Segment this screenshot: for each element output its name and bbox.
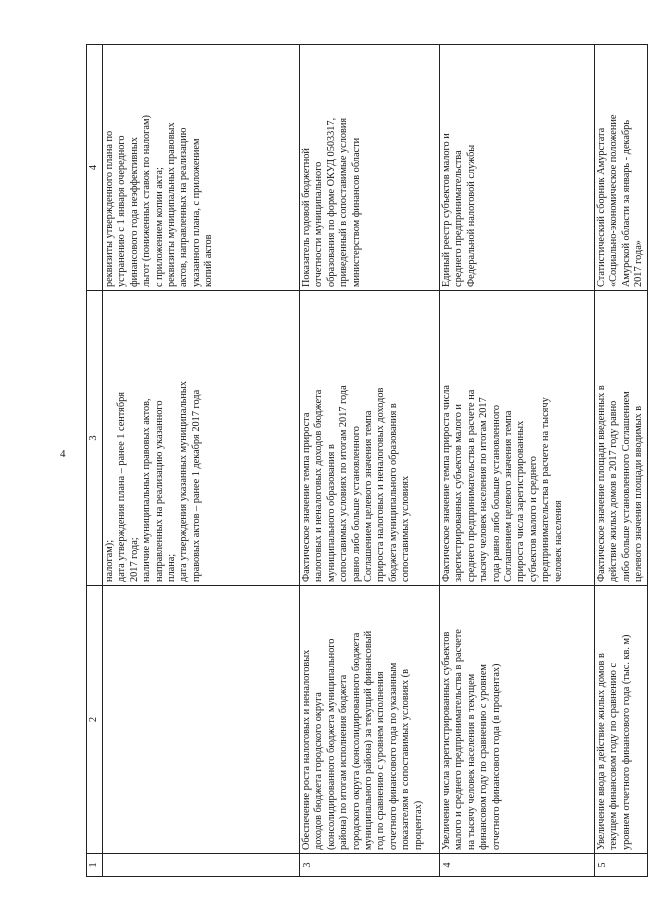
source-line: финансового года неэффективных	[128, 137, 140, 287]
indicator-line: отчетного финансового года по указанным	[387, 662, 399, 850]
calc-line: предпринимательства в расчете на тысячу	[540, 397, 552, 582]
calc-cell	[595, 291, 648, 586]
source-line: отчетности муниципального	[313, 161, 325, 287]
header-col-3: 3	[87, 291, 103, 586]
source-line: образования по форме ОКУД 0503317,	[325, 117, 337, 287]
header-row	[87, 45, 103, 877]
row-number-cell	[103, 854, 300, 877]
indicator-line: муниципального района) за текущий финансовый	[363, 630, 375, 850]
calc-line: 2017 года;	[128, 537, 140, 582]
indicator-line: финансовом году по сравнению с уровнем	[478, 664, 490, 850]
indicator-line: района) по итогам исполнения бюджета	[338, 674, 350, 850]
calc-line: сопоставимых условиях	[400, 475, 412, 582]
calc-line: равно либо больше установленного	[350, 426, 362, 582]
calc-line: прироста числа зарегистрированных	[515, 420, 527, 582]
calc-line: целевого значения площади вводимых в	[633, 405, 645, 582]
calc-line: муниципального образования в	[325, 444, 337, 582]
calc-line: тысячу человек населения по итогам 2017	[478, 397, 490, 582]
calc-line: Соглашением целевого значения темпа	[503, 410, 515, 582]
calc-line: налогам);	[104, 539, 115, 582]
calc-line: правовых актов – ранее 1 декабря 2017 года	[190, 389, 202, 582]
source-line: реквизиты муниципальных правовых	[166, 122, 178, 287]
indicator-cell	[300, 586, 440, 854]
indicator-line: доходов бюджета городского округа	[313, 692, 325, 850]
source-cell	[595, 45, 648, 291]
table-row	[300, 45, 440, 877]
indicator-line: Обеспечение роста налоговых и неналоговых	[301, 649, 312, 850]
source-cell	[300, 45, 440, 291]
indicator-line: (консолидированного бюджета муниципального	[325, 638, 337, 850]
source-cell	[440, 45, 595, 291]
calc-line: либо больше установленного Соглашением	[620, 391, 632, 582]
indicator-line: Увеличение числа зарегистрированных субъектов	[441, 631, 452, 850]
indicator-line: текущем финансовом году по сравнению с	[608, 662, 620, 850]
calc-line: субъектов малого и среднего	[527, 456, 539, 582]
source-line: министерством финансов области	[350, 137, 362, 287]
calc-line: года равно либо больше установленного	[490, 404, 502, 582]
indicator-line: малого и среднего предпринимательства в расчете	[453, 629, 465, 850]
table-row	[440, 45, 595, 877]
calc-line: плана;	[166, 553, 178, 582]
indicator-line: год по сравнению с уровнем исполнения	[375, 671, 387, 850]
source-line: Федеральной налоговой службы	[465, 144, 477, 287]
calc-line: направленных на реализацию указанного	[153, 400, 165, 582]
calc-line: Соглашением целевого значения темпа	[363, 410, 375, 582]
calc-cell	[300, 291, 440, 586]
table-row	[595, 45, 648, 877]
source-line: Показатель годовой бюджетной	[301, 148, 312, 287]
source-line: 2017 года»	[633, 240, 645, 287]
calc-line: Фактическое значение темпа прироста числа	[441, 385, 452, 582]
calc-cell	[103, 291, 300, 586]
source-line: «Социально-экономическое положение	[608, 114, 620, 287]
header-col-4: 4	[87, 45, 103, 291]
calc-line: налоговых и неналоговых доходов бюджета	[313, 389, 325, 582]
indicator-line: показателям в сопоставимых условиях (в	[400, 669, 412, 850]
indicator-cell	[103, 586, 300, 854]
source-line: с приложением копии акта;	[153, 167, 165, 287]
calc-line: бюджета муниципального образования в	[387, 403, 399, 582]
calc-line: среднего предпринимательства в расчете на	[465, 389, 477, 582]
source-line: Единый реестр субъектов малого и	[441, 133, 452, 287]
indicator-line: отчетного финансового года (в процентах)	[490, 663, 502, 850]
source-line: среднего предпринимательства	[453, 150, 465, 287]
rotated-table-container	[86, 45, 645, 877]
row-number-cell: 5	[595, 854, 648, 877]
calc-line: Фактическое значение площади введенных в	[596, 385, 607, 582]
source-line: Амурской области за январь - декабрь	[620, 119, 632, 287]
source-line: Статистический сборник Амурстата	[596, 127, 607, 287]
calc-line: сопоставимых условиях по итогам 2017 года	[338, 385, 350, 582]
calc-cell	[440, 291, 595, 586]
row-number-cell: 3	[300, 854, 440, 877]
table-row	[103, 45, 300, 877]
indicator-line: Увеличение ввода в действие жилых домов в	[596, 653, 607, 850]
calc-line: дата утверждения указанных муниципальных	[178, 381, 190, 582]
row-number-cell: 4	[440, 854, 595, 877]
calc-line: наличие муниципальных правовых актов,	[141, 398, 153, 582]
calc-line: человек населения	[552, 500, 564, 582]
source-line: устранению с 1 января очередного	[116, 135, 128, 287]
calc-line: действие жилых домов в 2017 году равно	[608, 400, 620, 582]
calc-line: дата утверждения плана – ранее 1 сентября	[116, 392, 128, 582]
indicator-cell	[440, 586, 595, 854]
source-cell	[103, 45, 300, 291]
header-col-1: 1	[87, 854, 103, 877]
calc-line: прироста налоговых и неналоговых доходов	[375, 387, 387, 582]
calc-line: Фактическое значение темпа прироста	[301, 412, 312, 582]
source-line: приведенный в сопоставимые условия	[338, 117, 350, 287]
source-line: копий актов	[203, 234, 215, 287]
source-line: актов, направленных на реализацию	[178, 127, 190, 287]
header-col-2: 2	[87, 586, 103, 854]
source-line: указанного плана, с приложением	[190, 138, 202, 287]
source-line: льгот (пониженных ставок по налогам)	[141, 115, 153, 287]
indicator-line: процентах)	[412, 800, 424, 850]
indicator-line: уровнем отчетного финансового года (тыс. кв. м)	[620, 634, 632, 850]
indicator-line: городского округа (консолидированного бюджета	[350, 632, 362, 850]
indicator-cell	[595, 586, 648, 854]
indicator-line: на тысячу человек населения в текущем	[465, 673, 477, 850]
calc-line: зарегистрированных субъектов малого и	[453, 404, 465, 582]
source-line: реквизиты утвержденного плана по	[104, 130, 115, 287]
criteria-table	[86, 44, 648, 877]
page-number: 4	[60, 448, 66, 460]
